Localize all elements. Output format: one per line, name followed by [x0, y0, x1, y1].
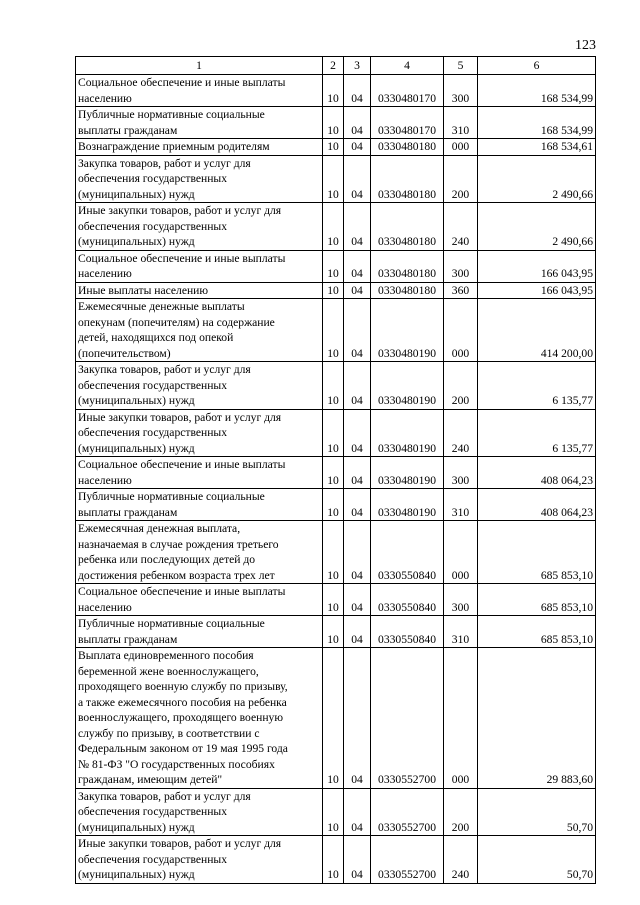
row-section-cell: 10 [323, 788, 344, 836]
row-section-cell: 10 [323, 155, 344, 203]
row-subsection-cell: 04 [344, 616, 371, 648]
row-amount-cell: 50,70 [478, 836, 596, 884]
row-expense-type-cell: 360 [444, 282, 478, 299]
row-target-code-cell: 0330480180 [371, 282, 444, 299]
row-target-code-cell: 0330480190 [371, 489, 444, 521]
row-expense-type-cell: 240 [444, 203, 478, 251]
row-section-cell: 10 [323, 584, 344, 616]
row-target-code-cell: 0330550840 [371, 584, 444, 616]
row-target-code-cell: 0330552700 [371, 836, 444, 884]
table-row [76, 409, 596, 457]
row-target-code-cell: 0330550840 [371, 616, 444, 648]
row-name-cell: Социальное обеспечение и иные выплаты населению [76, 75, 323, 107]
row-name-cell: Иные закупки товаров, работ и услуг для обеспечения государственных (муниципальных) нужд [76, 409, 323, 457]
budget-table [75, 56, 596, 884]
row-expense-type-cell: 240 [444, 836, 478, 884]
table-row [76, 362, 596, 410]
table-row [76, 139, 596, 156]
row-name-cell: Социальное обеспечение и иные выплаты населению [76, 457, 323, 489]
row-amount-cell: 685 853,10 [478, 584, 596, 616]
table-row [76, 75, 596, 107]
row-target-code-cell: 0330480190 [371, 457, 444, 489]
table-row [76, 616, 596, 648]
row-expense-type-cell: 000 [444, 299, 478, 362]
column-header-section: 2 [323, 57, 344, 75]
row-section-cell: 10 [323, 139, 344, 156]
row-section-cell: 10 [323, 75, 344, 107]
row-target-code-cell: 0330480170 [371, 75, 444, 107]
table-header-row [76, 57, 596, 75]
row-name-cell: Иные выплаты населению [76, 282, 323, 299]
table-row [76, 250, 596, 282]
row-amount-cell: 6 135,77 [478, 362, 596, 410]
row-subsection-cell: 04 [344, 282, 371, 299]
row-name-cell: Публичные нормативные социальные выплаты гражданам [76, 107, 323, 139]
table-row [76, 489, 596, 521]
row-expense-type-cell: 000 [444, 521, 478, 584]
row-section-cell: 10 [323, 299, 344, 362]
row-subsection-cell: 04 [344, 788, 371, 836]
row-section-cell: 10 [323, 648, 344, 789]
row-name-cell: Публичные нормативные социальные выплаты гражданам [76, 489, 323, 521]
row-amount-cell: 168 534,61 [478, 139, 596, 156]
row-target-code-cell: 0330550840 [371, 521, 444, 584]
row-amount-cell: 685 853,10 [478, 616, 596, 648]
table-row [76, 521, 596, 584]
row-target-code-cell: 0330552700 [371, 648, 444, 789]
row-target-code-cell: 0330480190 [371, 362, 444, 410]
row-section-cell: 10 [323, 457, 344, 489]
row-subsection-cell: 04 [344, 203, 371, 251]
row-target-code-cell: 0330480180 [371, 203, 444, 251]
row-subsection-cell: 04 [344, 489, 371, 521]
row-subsection-cell: 04 [344, 362, 371, 410]
row-name-cell: Ежемесячная денежная выплата, назначаемая в случае рождения третьего ребенка или последующих детей до достижения ребенком возраста трех лет [76, 521, 323, 584]
row-name-cell: Закупка товаров, работ и услуг для обеспечения государственных (муниципальных) нужд [76, 788, 323, 836]
row-amount-cell: 414 200,00 [478, 299, 596, 362]
row-section-cell: 10 [323, 107, 344, 139]
row-subsection-cell: 04 [344, 75, 371, 107]
row-expense-type-cell: 200 [444, 362, 478, 410]
row-expense-type-cell: 240 [444, 409, 478, 457]
table-body [76, 75, 596, 884]
row-expense-type-cell: 000 [444, 139, 478, 156]
column-header-name: 1 [76, 57, 323, 75]
row-amount-cell: 408 064,23 [478, 457, 596, 489]
row-target-code-cell: 0330480180 [371, 139, 444, 156]
row-expense-type-cell: 310 [444, 107, 478, 139]
row-target-code-cell: 0330480180 [371, 155, 444, 203]
row-name-cell: Ежемесячные денежные выплаты опекунам (попечителям) на содержание детей, находящихся под опекой (попечительством) [76, 299, 323, 362]
row-section-cell: 10 [323, 489, 344, 521]
column-header-amount: 6 [478, 57, 596, 75]
row-name-cell: Вознаграждение приемным родителям [76, 139, 323, 156]
column-header-target-code: 4 [371, 57, 444, 75]
row-name-cell: Социальное обеспечение и иные выплаты населению [76, 250, 323, 282]
row-amount-cell: 2 490,66 [478, 155, 596, 203]
row-subsection-cell: 04 [344, 648, 371, 789]
table-row [76, 836, 596, 884]
row-subsection-cell: 04 [344, 521, 371, 584]
column-header-expense-type: 5 [444, 57, 478, 75]
table-row [76, 203, 596, 251]
row-name-cell: Закупка товаров, работ и услуг для обеспечения государственных (муниципальных) нужд [76, 155, 323, 203]
table-row [76, 648, 596, 789]
row-expense-type-cell: 200 [444, 788, 478, 836]
row-section-cell: 10 [323, 362, 344, 410]
row-subsection-cell: 04 [344, 584, 371, 616]
row-amount-cell: 685 853,10 [478, 521, 596, 584]
row-expense-type-cell: 300 [444, 584, 478, 616]
row-target-code-cell: 0330552700 [371, 788, 444, 836]
row-subsection-cell: 04 [344, 299, 371, 362]
row-subsection-cell: 04 [344, 139, 371, 156]
table-row [76, 155, 596, 203]
row-section-cell: 10 [323, 521, 344, 584]
row-name-cell: Публичные нормативные социальные выплаты гражданам [76, 616, 323, 648]
row-target-code-cell: 0330480190 [371, 409, 444, 457]
table-row [76, 788, 596, 836]
row-expense-type-cell: 300 [444, 457, 478, 489]
row-name-cell: Закупка товаров, работ и услуг для обеспечения государственных (муниципальных) нужд [76, 362, 323, 410]
row-expense-type-cell: 300 [444, 250, 478, 282]
table-row [76, 457, 596, 489]
column-header-subsection: 3 [344, 57, 371, 75]
row-amount-cell: 2 490,66 [478, 203, 596, 251]
row-name-cell: Иные закупки товаров, работ и услуг для обеспечения государственных (муниципальных) нужд [76, 836, 323, 884]
row-target-code-cell: 0330480190 [371, 299, 444, 362]
row-target-code-cell: 0330480170 [371, 107, 444, 139]
row-section-cell: 10 [323, 616, 344, 648]
row-amount-cell: 166 043,95 [478, 282, 596, 299]
row-amount-cell: 168 534,99 [478, 107, 596, 139]
table-row [76, 584, 596, 616]
row-name-cell: Иные закупки товаров, работ и услуг для обеспечения государственных (муниципальных) нужд [76, 203, 323, 251]
row-name-cell: Социальное обеспечение и иные выплаты населению [76, 584, 323, 616]
row-expense-type-cell: 300 [444, 75, 478, 107]
row-target-code-cell: 0330480180 [371, 250, 444, 282]
row-section-cell: 10 [323, 250, 344, 282]
row-amount-cell: 29 883,60 [478, 648, 596, 789]
row-amount-cell: 166 043,95 [478, 250, 596, 282]
row-amount-cell: 50,70 [478, 788, 596, 836]
row-subsection-cell: 04 [344, 107, 371, 139]
row-expense-type-cell: 310 [444, 616, 478, 648]
page-number: 123 [575, 38, 596, 53]
row-name-cell: Выплата единовременного пособия беременной жене военнослужащего, проходящего военную службу по призыву, а также ежемесячного пособия на ребенка военнослужащего, проходящего военную службу по призыву, в соответствии с Федеральным законом от 19 мая 1995 года № 81-ФЗ "О государственных пособиях гражданам, имеющим детей" [76, 648, 323, 789]
row-expense-type-cell: 200 [444, 155, 478, 203]
row-section-cell: 10 [323, 203, 344, 251]
row-section-cell: 10 [323, 282, 344, 299]
row-subsection-cell: 04 [344, 457, 371, 489]
row-subsection-cell: 04 [344, 409, 371, 457]
row-amount-cell: 168 534,99 [478, 75, 596, 107]
row-section-cell: 10 [323, 409, 344, 457]
row-amount-cell: 408 064,23 [478, 489, 596, 521]
row-expense-type-cell: 000 [444, 648, 478, 789]
row-subsection-cell: 04 [344, 155, 371, 203]
row-subsection-cell: 04 [344, 836, 371, 884]
table-row [76, 299, 596, 362]
row-amount-cell: 6 135,77 [478, 409, 596, 457]
table-row [76, 107, 596, 139]
row-section-cell: 10 [323, 836, 344, 884]
row-expense-type-cell: 310 [444, 489, 478, 521]
row-subsection-cell: 04 [344, 250, 371, 282]
table-row [76, 282, 596, 299]
